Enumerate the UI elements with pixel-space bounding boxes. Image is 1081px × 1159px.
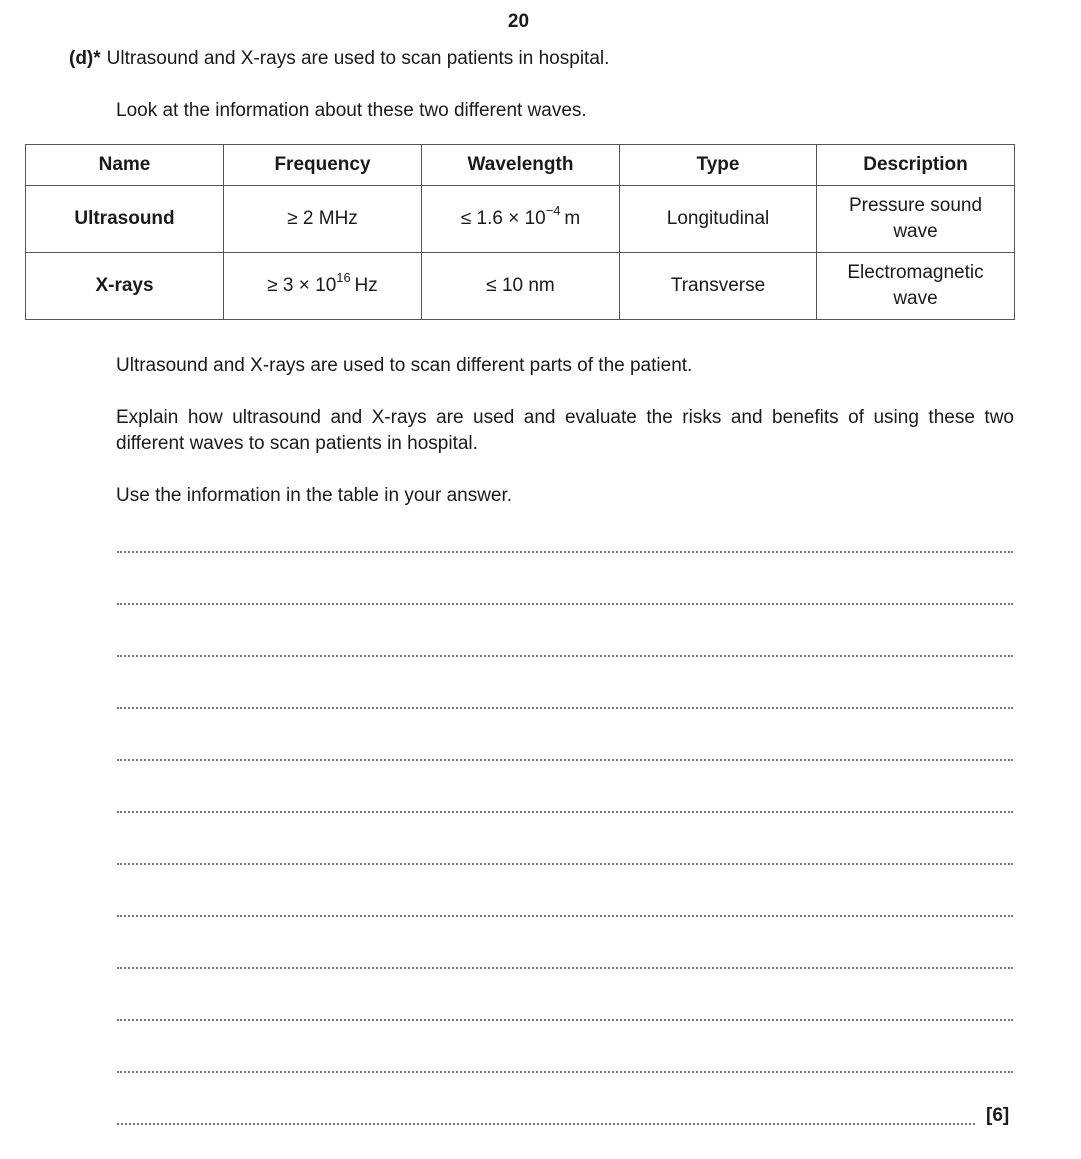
question-label: (d)* xyxy=(69,48,101,69)
description-ultrasound-line2: wave xyxy=(893,221,938,242)
waves-table xyxy=(25,144,1015,320)
question-text: Ultrasound and X-rays are used to scan patients in hospital. xyxy=(106,48,610,69)
table-header-row xyxy=(26,145,1015,186)
page-number: 20 xyxy=(507,11,530,32)
cell-type-xrays: Transverse xyxy=(620,253,817,320)
cell-wavelength-ultrasound xyxy=(422,186,620,253)
body-paragraph-1: Ultrasound and X-rays are used to scan different parts of the patient. xyxy=(116,355,693,376)
frequency-xrays-unit: Hz xyxy=(354,275,378,296)
frequency-xrays-mantissa: ≥ 3 × 10 xyxy=(267,275,337,296)
frequency-xrays-exponent: 16 xyxy=(336,269,351,285)
body-paragraph-3: Use the information in the table in your answer. xyxy=(116,485,513,506)
wavelength-ultrasound-unit: m xyxy=(564,208,581,229)
header-frequency: Frequency xyxy=(224,145,422,186)
answer-line[interactable] xyxy=(117,1071,1013,1073)
description-xrays-line2: wave xyxy=(893,288,938,309)
answer-line[interactable] xyxy=(117,759,1013,761)
wavelength-ultrasound-exponent: −4 xyxy=(545,202,561,218)
answer-line[interactable] xyxy=(117,603,1013,605)
answer-line[interactable] xyxy=(117,915,1013,917)
marks-total: [6] xyxy=(986,1105,1010,1126)
cell-description-xrays xyxy=(817,253,1015,320)
cell-name-xrays: X-rays xyxy=(26,253,224,320)
cell-frequency-xrays xyxy=(224,253,422,320)
body-paragraph-2: Explain how ultrasound and X-rays are used and evaluate the risks and benefits of using these two different waves to scan patients in hospital. xyxy=(116,407,1014,454)
table-intro: Look at the information about these two different waves. xyxy=(116,100,587,121)
cell-type-ultrasound: Longitudinal xyxy=(620,186,817,253)
answer-line[interactable] xyxy=(117,1123,975,1125)
answer-line[interactable] xyxy=(117,863,1013,865)
question-stem xyxy=(69,48,609,70)
cell-wavelength-xrays: ≤ 10 nm xyxy=(422,253,620,320)
answer-line[interactable] xyxy=(117,811,1013,813)
answer-line[interactable] xyxy=(117,655,1013,657)
table-row-ultrasound xyxy=(26,186,1015,253)
answer-line[interactable] xyxy=(117,551,1013,553)
answer-line[interactable] xyxy=(117,967,1013,969)
answer-line[interactable] xyxy=(117,1019,1013,1021)
cell-description-ultrasound xyxy=(817,186,1015,253)
table-row-xrays xyxy=(26,253,1015,320)
cell-name-ultrasound: Ultrasound xyxy=(26,186,224,253)
header-wavelength: Wavelength xyxy=(422,145,620,186)
header-description: Description xyxy=(817,145,1015,186)
description-ultrasound-line1: Pressure sound xyxy=(848,195,983,216)
header-type: Type xyxy=(620,145,817,186)
header-name: Name xyxy=(26,145,224,186)
answer-line[interactable] xyxy=(117,707,1013,709)
description-xrays-line1: Electromagnetic xyxy=(847,262,984,283)
cell-frequency-ultrasound: ≥ 2 MHz xyxy=(224,186,422,253)
wavelength-ultrasound-mantissa: ≤ 1.6 × 10 xyxy=(460,208,546,229)
